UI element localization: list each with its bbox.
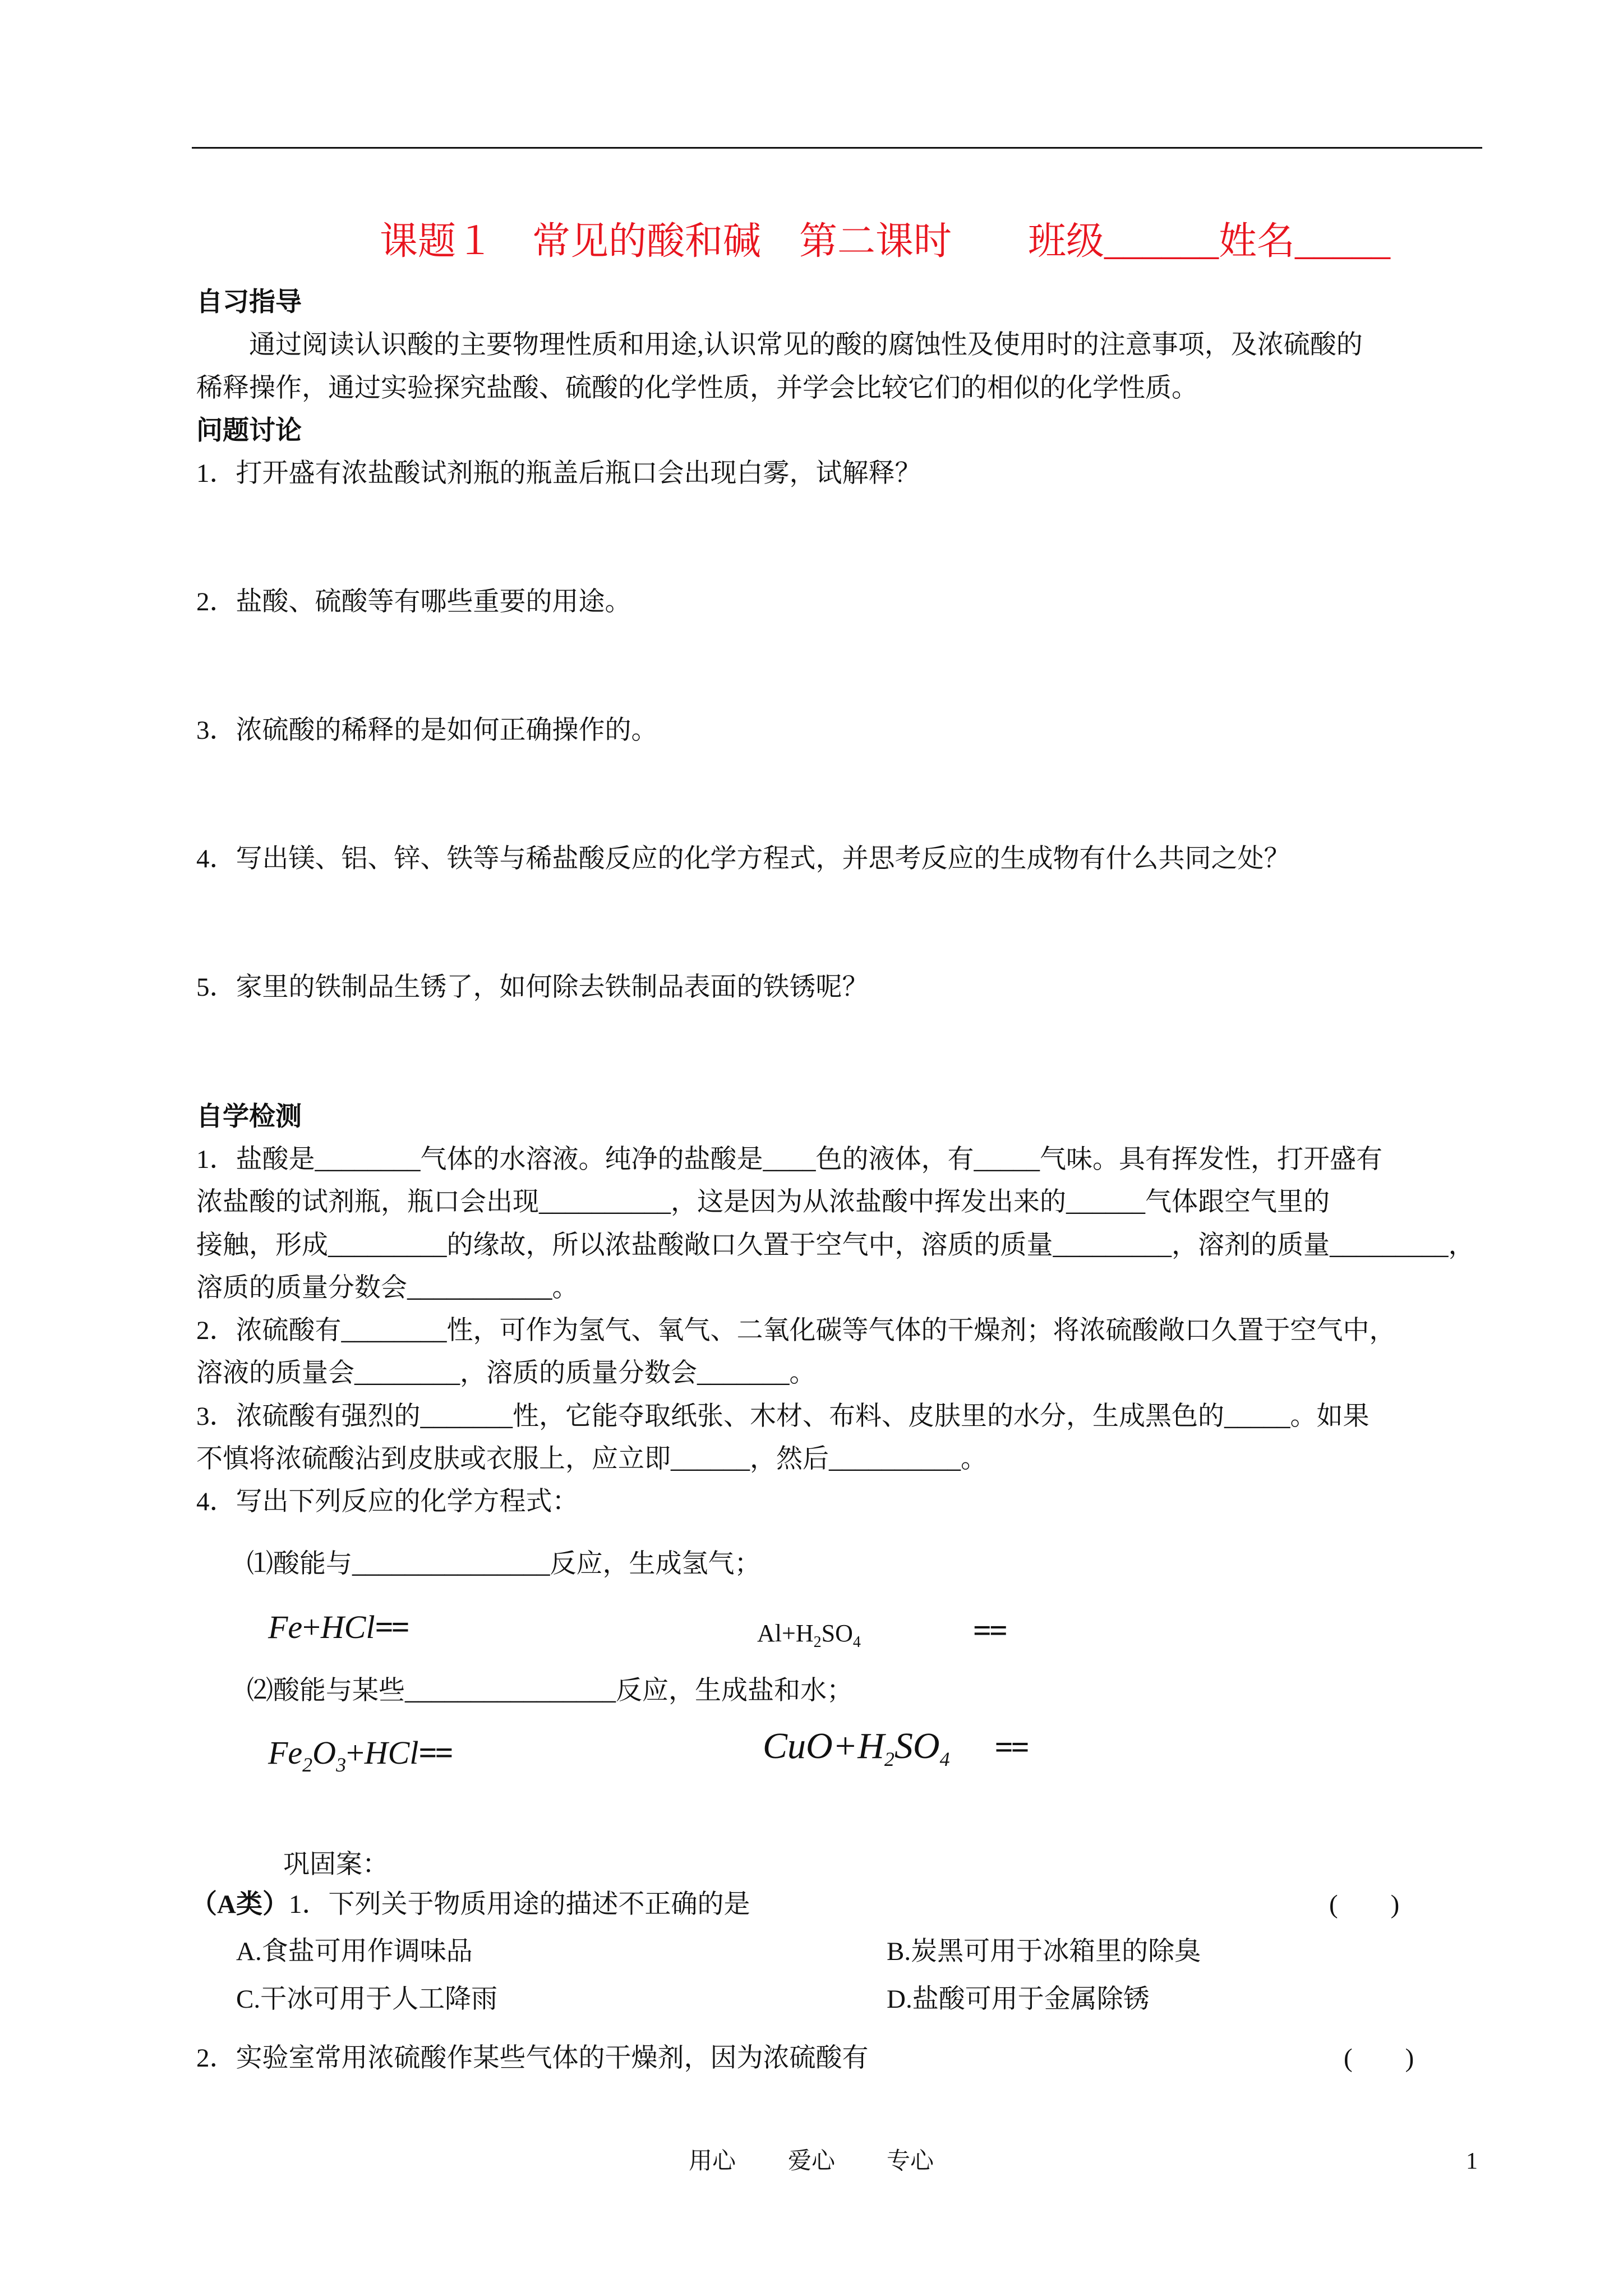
- discussion-question: 1．打开盛有浓盐酸试剂瓶的瓶盖后瓶口会出现白雾，试解释？: [196, 459, 921, 488]
- header-rule: [192, 147, 1482, 149]
- consolidation-question-2: 2．实验室常用浓硫酸作某些气体的干燥剂，因为浓硫酸有: [196, 2044, 869, 2073]
- footer-item: 专心: [887, 2148, 934, 2174]
- self-test-line: 2．浓硫酸有________性，可作为氢气、氧气、二氧化碳等气体的干燥剂；将浓硫酸敞口久置于空气中，: [196, 1316, 1396, 1345]
- self-test-line: 3．浓硫酸有强烈的_______性，它能夺取纸张、木材、布料、皮肤里的水分，生成黑色的_____。如果: [196, 1402, 1370, 1431]
- equation-cuo-h2so4: $CuO+H_2SO_4$ ==: [763, 1726, 1027, 1770]
- equation-fe2o3-hcl: $Fe_2O_3+HCl==$: [268, 1734, 451, 1776]
- guide-line: 通过阅读认识酸的主要物理性质和用途,认识常见的酸的腐蚀性及使用时的注意事项，及浓硫酸的: [196, 330, 1363, 360]
- option-d: D.盐酸可用于金属除锈: [887, 1985, 1150, 2014]
- self-test-line: 浓盐酸的试剂瓶，瓶口会出现__________，这是因为从浓盐酸中挥发出来的______气体跟空气里的: [196, 1188, 1330, 1217]
- sub-question-2: ⑵酸能与某些________________反应，生成盐和水；: [247, 1676, 853, 1705]
- section-heading-consolidation: 巩固案：: [283, 1850, 389, 1879]
- discussion-question: 3．浓硫酸的稀释的是如何正确操作的。: [196, 716, 658, 745]
- option-c: C.干冰可用于人工降雨: [236, 1985, 498, 2014]
- sub-question-1: ⑴酸能与_______________反应，生成氢气；: [247, 1549, 761, 1579]
- page-number: 1: [1466, 2148, 1478, 2174]
- footer-item: 用心: [689, 2148, 736, 2174]
- self-test-line: 4．写出下列反应的化学方程式：: [196, 1487, 579, 1516]
- equation-fe-hcl: Fe+HCl==: [268, 1609, 408, 1645]
- option-b: B.炭黑可用于冰箱里的除臭: [887, 1937, 1201, 1966]
- consolidation-question-1: （A类）1．下列关于物质用途的描述不正确的是: [191, 1890, 750, 1919]
- guide-line: 稀释操作，通过实验探究盐酸、硫酸的化学性质，并学会比较它们的相似的化学性质。: [196, 374, 1198, 403]
- equation-al-h2so4: $Al+H_2SO_4$ ==: [757, 1612, 1006, 1651]
- section-heading-discussion: 问题讨论: [196, 416, 302, 445]
- discussion-question: 5．家里的铁制品生锈了，如何除去铁制品表面的铁锈呢？: [196, 973, 869, 1002]
- answer-paren: ( ): [1329, 1890, 1400, 1919]
- self-test-line: 不慎将浓硫酸沾到皮肤或衣服上，应立即______，然后__________。: [196, 1444, 987, 1474]
- footer-item: 爱心: [788, 2148, 836, 2174]
- section-heading-self-test: 自学检测: [196, 1102, 302, 1131]
- discussion-question: 2．盐酸、硫酸等有哪些重要的用途。: [196, 587, 631, 616]
- option-a: A.食盐可用作调味品: [236, 1937, 473, 1966]
- page-title: 课题１ 常见的酸和碱 第二课时 班级______姓名_____: [379, 220, 1390, 263]
- self-test-line: 溶质的质量分数会___________。: [196, 1273, 579, 1303]
- section-heading-self-study-guide: 自习指导: [196, 288, 302, 317]
- self-test-line: 溶液的质量会________，溶质的质量分数会_______。: [196, 1359, 816, 1388]
- self-test-line: 1．盐酸是________气体的水溶液。纯净的盐酸是____色的液体，有_____气味。具有挥发性，打开盛有: [196, 1145, 1382, 1174]
- category-label: （A类）: [191, 1890, 289, 1919]
- discussion-question: 4．写出镁、铝、锌、铁等与稀盐酸反应的化学方程式，并思考反应的生成物有什么共同之处？: [196, 844, 1290, 873]
- answer-paren: ( ): [1344, 2044, 1414, 2073]
- self-test-line: 接触，形成_________的缘故，所以浓盐酸敞口久置于空气中，溶质的质量_________，溶剂的质量_________，: [196, 1231, 1475, 1260]
